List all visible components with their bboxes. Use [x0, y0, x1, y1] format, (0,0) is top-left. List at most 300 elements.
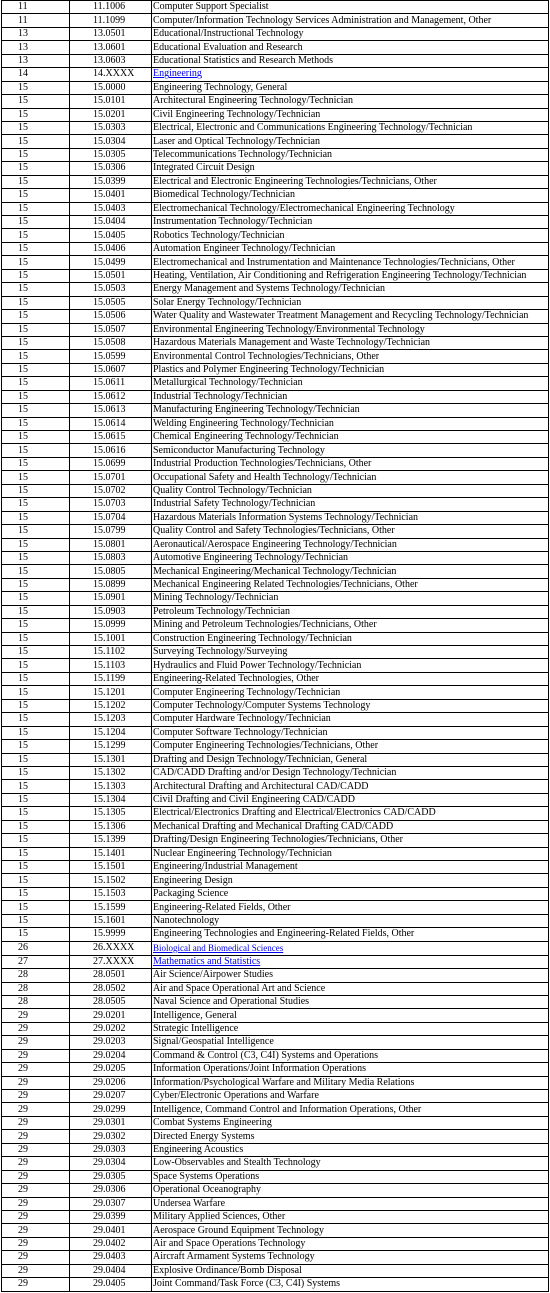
table-row — [2, 81, 549, 94]
table-row — [2, 229, 549, 242]
cip-table-body — [2, 1, 549, 1292]
program-title-link[interactable]: Engineering — [153, 68, 202, 80]
program-title-cell: Welding Engineering Technology/Technician — [152, 417, 549, 430]
cip-code-cell: 15.1305 — [70, 807, 152, 820]
program-title-cell: Engineering/Industrial Management — [152, 861, 549, 874]
program-title-cell: Telecommunications Technology/Technician — [152, 148, 549, 161]
program-title-cell: Electromechanical Technology/Electromechanical Engineering Technology — [152, 202, 549, 215]
program-title-link[interactable]: Biological and Biomedical Sciences — [153, 942, 284, 953]
program-title-cell: Engineering Technologies and Engineering-Related Fields, Other — [152, 928, 549, 941]
series-cell: 15 — [2, 323, 70, 336]
cip-code-cell: 15.0304 — [70, 135, 152, 148]
program-title-cell: Architectural Drafting and Architectural CAD/CADD — [152, 780, 549, 793]
series-cell: 14 — [2, 68, 70, 81]
program-title-cell: Combat Systems Engineering — [152, 1116, 549, 1129]
program-title-cell: Strategic Intelligence — [152, 1022, 549, 1035]
table-row — [2, 847, 549, 860]
program-title-cell: Metallurgical Technology/Technician — [152, 377, 549, 390]
cip-code-cell: 15.1304 — [70, 793, 152, 806]
table-row — [2, 121, 549, 134]
table-row — [2, 659, 549, 672]
series-cell: 28 — [2, 969, 70, 982]
table-row — [2, 189, 549, 202]
series-cell: 15 — [2, 592, 70, 605]
program-title-cell: Undersea Warfare — [152, 1197, 549, 1210]
series-cell: 26 — [2, 941, 70, 955]
program-title-cell: Plastics and Polymer Engineering Technology/Technician — [152, 363, 549, 376]
cip-code-cell: 15.0903 — [70, 605, 152, 618]
program-title-cell: Manufacturing Engineering Technology/Technician — [152, 404, 549, 417]
table-row — [2, 377, 549, 390]
table-row — [2, 363, 549, 376]
series-cell: 15 — [2, 296, 70, 309]
series-cell: 15 — [2, 431, 70, 444]
cip-code-cell: 15.0805 — [70, 565, 152, 578]
series-cell: 13 — [2, 27, 70, 40]
series-cell: 15 — [2, 780, 70, 793]
table-row — [2, 471, 549, 484]
series-cell: 15 — [2, 350, 70, 363]
table-row — [2, 1036, 549, 1049]
table-row — [2, 686, 549, 699]
cip-code-cell: 29.0404 — [70, 1264, 152, 1277]
program-title-cell: Robotics Technology/Technician — [152, 229, 549, 242]
program-title-cell: Quality Control and Safety Technologies/Technicians, Other — [152, 525, 549, 538]
program-title-cell: Low-Observables and Stealth Technology — [152, 1157, 549, 1170]
table-row — [2, 14, 549, 27]
table-row — [2, 484, 549, 497]
table-row — [2, 726, 549, 739]
series-cell: 29 — [2, 1170, 70, 1183]
program-title-cell: Biomedical Technology/Technician — [152, 189, 549, 202]
series-cell: 15 — [2, 511, 70, 524]
series-cell: 15 — [2, 202, 70, 215]
program-title-cell: Environmental Engineering Technology/Environmental Technology — [152, 323, 549, 336]
program-title-cell: Computer/Information Technology Services Administration and Management, Other — [152, 14, 549, 27]
program-title-cell: Joint Command/Task Force (C3, C4I) Systems — [152, 1278, 549, 1291]
cip-code-cell: 29.0401 — [70, 1224, 152, 1237]
table-row — [2, 914, 549, 927]
cip-code-cell: 15.1501 — [70, 861, 152, 874]
program-title-cell: Hazardous Materials Management and Waste Technology/Technician — [152, 336, 549, 349]
table-row — [2, 1, 549, 14]
cip-code-cell: 29.0299 — [70, 1103, 152, 1116]
program-title-cell: Architectural Engineering Technology/Technician — [152, 95, 549, 108]
series-cell: 15 — [2, 766, 70, 779]
table-row — [2, 1103, 549, 1116]
table-row — [2, 538, 549, 551]
cip-code-cell: 15.0306 — [70, 162, 152, 175]
program-title-cell: Computer Hardware Technology/Technician — [152, 713, 549, 726]
program-title-cell: Environmental Control Technologies/Technicians, Other — [152, 350, 549, 363]
program-title-cell: Drafting and Design Technology/Technician, General — [152, 753, 549, 766]
table-row — [2, 310, 549, 323]
series-cell: 15 — [2, 175, 70, 188]
series-cell: 15 — [2, 269, 70, 282]
program-title-cell: CAD/CADD Drafting and/or Design Technology/Technician — [152, 766, 549, 779]
program-title-cell: Automotive Engineering Technology/Technician — [152, 551, 549, 564]
program-title-cell: Air and Space Operations Technology — [152, 1237, 549, 1250]
program-title-cell: Aerospace Ground Equipment Technology — [152, 1224, 549, 1237]
program-title-cell: Chemical Engineering Technology/Technician — [152, 431, 549, 444]
program-title-cell: Engineering Technology, General — [152, 81, 549, 94]
series-cell: 13 — [2, 41, 70, 54]
cip-code-cell: 15.1299 — [70, 740, 152, 753]
program-title-cell: Aeronautical/Aerospace Engineering Technology/Technician — [152, 538, 549, 551]
series-cell: 15 — [2, 874, 70, 887]
series-cell: 15 — [2, 95, 70, 108]
series-cell: 15 — [2, 471, 70, 484]
program-title-cell: Air and Space Operational Art and Science — [152, 982, 549, 995]
table-row — [2, 511, 549, 524]
program-title-cell: Electrical and Electronic Engineering Technologies/Technicians, Other — [152, 175, 549, 188]
program-title-cell: Educational Evaluation and Research — [152, 41, 549, 54]
series-cell: 13 — [2, 54, 70, 67]
program-title-cell: Automation Engineer Technology/Technician — [152, 242, 549, 255]
cip-code-cell: 15.0406 — [70, 242, 152, 255]
cip-code-cell: 15.0702 — [70, 484, 152, 497]
series-cell: 15 — [2, 672, 70, 685]
program-title-cell: Mechanical Engineering/Mechanical Technology/Technician — [152, 565, 549, 578]
cip-code-cell: 15.0506 — [70, 310, 152, 323]
series-cell: 15 — [2, 135, 70, 148]
cip-code-cell: 29.0403 — [70, 1251, 152, 1264]
table-row — [2, 95, 549, 108]
program-title-cell: Engineering Acoustics — [152, 1143, 549, 1156]
series-cell: 15 — [2, 847, 70, 860]
series-cell: 15 — [2, 525, 70, 538]
series-cell: 15 — [2, 646, 70, 659]
program-title-cell: Computer Support Specialist — [152, 1, 549, 14]
table-row — [2, 861, 549, 874]
series-cell: 15 — [2, 108, 70, 121]
program-title-cell: Computer Technology/Computer Systems Technology — [152, 699, 549, 712]
program-title-cell: Solar Energy Technology/Technician — [152, 296, 549, 309]
table-row — [2, 390, 549, 403]
table-row — [2, 1264, 549, 1277]
table-row — [2, 632, 549, 645]
cip-code-cell: 15.0201 — [70, 108, 152, 121]
table-row — [2, 941, 549, 955]
program-title-cell: Civil Engineering Technology/Technician — [152, 108, 549, 121]
program-title-cell: Integrated Circuit Design — [152, 162, 549, 175]
cip-code-cell: 15.0613 — [70, 404, 152, 417]
cip-code-cell: 15.0612 — [70, 390, 152, 403]
series-cell: 15 — [2, 121, 70, 134]
cip-code-cell: 15.1001 — [70, 632, 152, 645]
cip-code-cell: 29.0203 — [70, 1036, 152, 1049]
cip-code-cell: 15.1201 — [70, 686, 152, 699]
series-cell: 15 — [2, 363, 70, 376]
table-row — [2, 108, 549, 121]
program-title-cell: Educational Statistics and Research Methods — [152, 54, 549, 67]
table-row — [2, 982, 549, 995]
series-cell: 15 — [2, 256, 70, 269]
table-row — [2, 498, 549, 511]
table-row — [2, 793, 549, 806]
table-row — [2, 1022, 549, 1035]
series-cell: 29 — [2, 1264, 70, 1277]
cip-code-cell: 13.0501 — [70, 27, 152, 40]
table-row — [2, 753, 549, 766]
series-cell: 29 — [2, 1143, 70, 1156]
program-title-cell: Engineering Design — [152, 874, 549, 887]
program-title-cell — [152, 955, 549, 968]
series-cell: 29 — [2, 1009, 70, 1022]
table-row — [2, 1130, 549, 1143]
series-cell: 29 — [2, 1076, 70, 1089]
program-title-cell: Construction Engineering Technology/Technician — [152, 632, 549, 645]
program-title-cell: Operational Oceanography — [152, 1184, 549, 1197]
cip-code-cell: 29.0207 — [70, 1090, 152, 1103]
table-row — [2, 27, 549, 40]
table-row — [2, 901, 549, 914]
table-row — [2, 955, 549, 968]
cip-code-cell: 29.0304 — [70, 1157, 152, 1170]
table-row — [2, 646, 549, 659]
table-row — [2, 1278, 549, 1291]
cip-code-cell: 29.0405 — [70, 1278, 152, 1291]
series-cell: 15 — [2, 404, 70, 417]
series-cell: 29 — [2, 1063, 70, 1076]
cip-code-cell: 15.0303 — [70, 121, 152, 134]
table-row — [2, 175, 549, 188]
table-row — [2, 1116, 549, 1129]
cip-code-cell: 15.0701 — [70, 471, 152, 484]
program-title-cell: Laser and Optical Technology/Technician — [152, 135, 549, 148]
cip-code-table — [1, 0, 549, 1292]
series-cell: 15 — [2, 699, 70, 712]
cip-code-cell: 29.0306 — [70, 1184, 152, 1197]
cip-code-cell: 15.0599 — [70, 350, 152, 363]
cip-code-cell: 15.1502 — [70, 874, 152, 887]
table-row — [2, 323, 549, 336]
cip-code-cell: 15.1202 — [70, 699, 152, 712]
series-cell: 15 — [2, 390, 70, 403]
cip-code-cell: 15.0803 — [70, 551, 152, 564]
table-row — [2, 565, 549, 578]
program-title-cell: Mechanical Engineering Related Technologies/Technicians, Other — [152, 578, 549, 591]
program-title-cell: Computer Engineering Technology/Technician — [152, 686, 549, 699]
program-title-cell: Military Applied Sciences, Other — [152, 1210, 549, 1223]
table-row — [2, 780, 549, 793]
cip-code-cell: 15.0499 — [70, 256, 152, 269]
series-cell: 15 — [2, 216, 70, 229]
table-row — [2, 713, 549, 726]
table-row — [2, 41, 549, 54]
program-title-cell: Electrical, Electronic and Communications Engineering Technology/Technician — [152, 121, 549, 134]
series-cell: 15 — [2, 498, 70, 511]
cip-code-cell: 11.1099 — [70, 14, 152, 27]
program-title-cell: Intelligence, General — [152, 1009, 549, 1022]
program-title-cell: Engineering-Related Fields, Other — [152, 901, 549, 914]
cip-code-cell: 29.0302 — [70, 1130, 152, 1143]
cip-code-cell: 15.0607 — [70, 363, 152, 376]
cip-code-cell: 15.0404 — [70, 216, 152, 229]
cip-code-cell: 15.1401 — [70, 847, 152, 860]
table-row — [2, 1009, 549, 1022]
series-cell: 11 — [2, 1, 70, 14]
table-row — [2, 1090, 549, 1103]
table-row — [2, 619, 549, 632]
series-cell: 15 — [2, 887, 70, 900]
program-title-cell: Aircraft Armament Systems Technology — [152, 1251, 549, 1264]
cip-code-cell: 28.0505 — [70, 995, 152, 1008]
program-title-cell: Computer Software Technology/Technician — [152, 726, 549, 739]
series-cell: 15 — [2, 726, 70, 739]
cip-code-cell: 29.0402 — [70, 1237, 152, 1250]
table-row — [2, 740, 549, 753]
program-title-cell: Instrumentation Technology/Technician — [152, 216, 549, 229]
program-title-cell: Water Quality and Wastewater Treatment Management and Recycling Technology/Technician — [152, 310, 549, 323]
series-cell: 15 — [2, 377, 70, 390]
table-row — [2, 699, 549, 712]
series-cell: 15 — [2, 686, 70, 699]
series-cell: 15 — [2, 336, 70, 349]
table-row — [2, 283, 549, 296]
series-cell: 15 — [2, 310, 70, 323]
table-row — [2, 256, 549, 269]
table-row — [2, 148, 549, 161]
table-row — [2, 336, 549, 349]
cip-code-cell: 15.1601 — [70, 914, 152, 927]
table-row — [2, 1170, 549, 1183]
program-title-cell: Semiconductor Manufacturing Technology — [152, 444, 549, 457]
program-title-cell: Civil Drafting and Civil Engineering CAD/CADD — [152, 793, 549, 806]
program-title-cell: Engineering-Related Technologies, Other — [152, 672, 549, 685]
cip-code-cell: 15.1102 — [70, 646, 152, 659]
cip-code-cell: 15.0703 — [70, 498, 152, 511]
series-cell: 15 — [2, 578, 70, 591]
series-cell: 11 — [2, 14, 70, 27]
series-cell: 29 — [2, 1049, 70, 1062]
cip-code-cell: 29.0307 — [70, 1197, 152, 1210]
program-title-cell: Mechanical Drafting and Mechanical Drafting CAD/CADD — [152, 820, 549, 833]
table-row — [2, 578, 549, 591]
cip-code-cell: 15.0616 — [70, 444, 152, 457]
program-title-cell: Explosive Ordinance/Bomb Disposal — [152, 1264, 549, 1277]
table-row — [2, 1210, 549, 1223]
table-row — [2, 969, 549, 982]
series-cell: 15 — [2, 914, 70, 927]
series-cell: 15 — [2, 283, 70, 296]
series-cell: 15 — [2, 457, 70, 470]
series-cell: 29 — [2, 1130, 70, 1143]
program-title-cell: Mining Technology/Technician — [152, 592, 549, 605]
program-title-cell: Information Operations/Joint Information Operations — [152, 1063, 549, 1076]
series-cell: 15 — [2, 659, 70, 672]
series-cell: 29 — [2, 1090, 70, 1103]
cip-code-cell: 13.0603 — [70, 54, 152, 67]
program-title-cell: Mining and Petroleum Technologies/Technicians, Other — [152, 619, 549, 632]
series-cell: 29 — [2, 1157, 70, 1170]
series-cell: 29 — [2, 1251, 70, 1264]
program-title-cell: Quality Control Technology/Technician — [152, 484, 549, 497]
cip-code-cell: 15.1301 — [70, 753, 152, 766]
program-title-cell: Information/Psychological Warfare and Military Media Relations — [152, 1076, 549, 1089]
cip-code-cell: 15.1203 — [70, 713, 152, 726]
cip-code-cell: 29.0301 — [70, 1116, 152, 1129]
program-title-cell: Cyber/Electronic Operations and Warfare — [152, 1090, 549, 1103]
table-row — [2, 269, 549, 282]
table-row — [2, 135, 549, 148]
cip-code-cell: 15.9999 — [70, 928, 152, 941]
series-cell: 29 — [2, 1237, 70, 1250]
series-cell: 28 — [2, 995, 70, 1008]
program-title-cell — [152, 68, 549, 81]
program-title-cell: Air Science/Airpower Studies — [152, 969, 549, 982]
series-cell: 15 — [2, 807, 70, 820]
series-cell: 15 — [2, 551, 70, 564]
series-cell: 29 — [2, 1116, 70, 1129]
table-row — [2, 605, 549, 618]
series-cell: 15 — [2, 713, 70, 726]
series-cell: 29 — [2, 1036, 70, 1049]
cip-code-cell: 13.0601 — [70, 41, 152, 54]
series-cell: 29 — [2, 1103, 70, 1116]
cip-code-cell: 15.0401 — [70, 189, 152, 202]
cip-code-cell: 15.0999 — [70, 619, 152, 632]
cip-code-cell: 29.0204 — [70, 1049, 152, 1062]
table-row — [2, 216, 549, 229]
program-title-cell: Nanotechnology — [152, 914, 549, 927]
series-cell: 15 — [2, 538, 70, 551]
cip-code-cell: 15.0614 — [70, 417, 152, 430]
cip-code-cell: 15.0399 — [70, 175, 152, 188]
series-cell: 15 — [2, 242, 70, 255]
table-row — [2, 54, 549, 67]
cip-code-cell: 29.0303 — [70, 1143, 152, 1156]
table-row — [2, 162, 549, 175]
series-cell: 29 — [2, 1022, 70, 1035]
table-row — [2, 431, 549, 444]
series-cell: 15 — [2, 820, 70, 833]
program-title-cell — [152, 941, 549, 955]
series-cell: 15 — [2, 444, 70, 457]
table-row — [2, 417, 549, 430]
cip-code-cell: 11.1006 — [70, 1, 152, 14]
cip-code-cell: 29.0206 — [70, 1076, 152, 1089]
cip-code-cell: 15.0403 — [70, 202, 152, 215]
table-row — [2, 1237, 549, 1250]
cip-code-cell: 15.0899 — [70, 578, 152, 591]
series-cell: 15 — [2, 793, 70, 806]
series-cell: 15 — [2, 834, 70, 847]
cip-code-cell: 15.1599 — [70, 901, 152, 914]
cip-code-cell: 28.0501 — [70, 969, 152, 982]
cip-code-cell: 15.0501 — [70, 269, 152, 282]
series-cell: 15 — [2, 417, 70, 430]
program-title-link[interactable]: Mathematics and Statistics — [153, 955, 261, 967]
table-row — [2, 928, 549, 941]
program-title-cell: Drafting/Design Engineering Technologies/Technicians, Other — [152, 834, 549, 847]
table-row — [2, 807, 549, 820]
cip-code-cell: 29.0202 — [70, 1022, 152, 1035]
table-row — [2, 1251, 549, 1264]
table-row — [2, 551, 549, 564]
table-row — [2, 1184, 549, 1197]
program-title-cell: Nuclear Engineering Technology/Technician — [152, 847, 549, 860]
table-row — [2, 404, 549, 417]
cip-code-cell: 29.0205 — [70, 1063, 152, 1076]
series-cell: 15 — [2, 189, 70, 202]
cip-code-cell: 15.1399 — [70, 834, 152, 847]
series-cell: 15 — [2, 148, 70, 161]
series-cell: 29 — [2, 1210, 70, 1223]
table-row — [2, 202, 549, 215]
program-title-cell: Hazardous Materials Information Systems Technology/Technician — [152, 511, 549, 524]
cip-code-cell: 26.XXXX — [70, 941, 152, 955]
